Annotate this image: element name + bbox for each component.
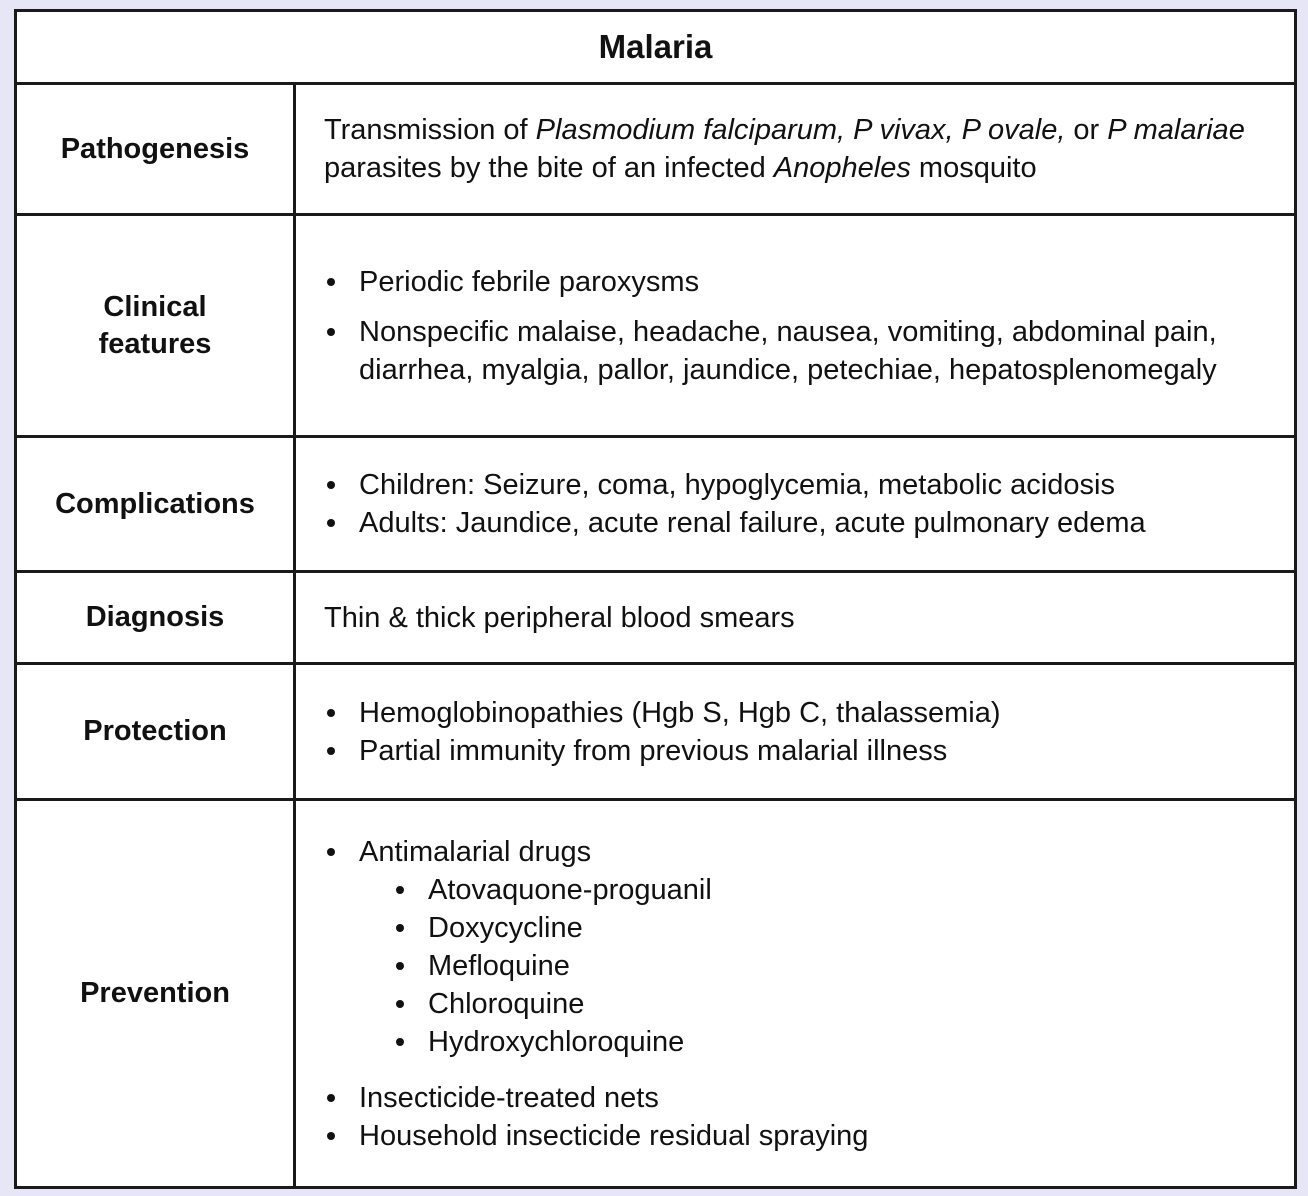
list-item: Adults: Jaundice, acute renal failure, acute pulmonary edema [324, 504, 1278, 542]
row-complications [17, 438, 1294, 573]
drug-item: Hydroxychloroquine [324, 1023, 1278, 1061]
list-item: Periodic febrile paroxysms [324, 263, 1278, 301]
list-item: Children: Seizure, coma, hypoglycemia, metabolic acidosis [324, 466, 1278, 504]
label-clinical-line2: features [98, 327, 212, 360]
content-pathogenesis [296, 85, 1294, 213]
complications-list [324, 466, 1278, 542]
pathogenesis-text-part: parasites by the bite of an infected [324, 152, 774, 184]
list-item: Antimalarial drugs [324, 833, 1278, 871]
list-item: Hemoglobinopathies (Hgb S, Hgb C, thalassemia) [324, 694, 1278, 732]
pathogenesis-species: Plasmodium falciparum, P vivax, P ovale, [535, 114, 1066, 146]
drug-item: Atovaquone-proguanil [324, 871, 1278, 909]
list-item: Household insecticide residual spraying [324, 1117, 1278, 1155]
pathogenesis-vector: Anopheles [773, 152, 911, 184]
list-item: Insecticide-treated nets [324, 1079, 1278, 1117]
pathogenesis-species: P malariae [1107, 114, 1245, 146]
pathogenesis-text [324, 111, 1278, 187]
label-protection: Protection [17, 665, 296, 798]
pathogenesis-text-part: mosquito [910, 152, 1037, 184]
list-item: Nonspecific malaise, headache, nausea, vomiting, abdominal pain, diarrhea, myalgia, pallor, jaundice, petechiae, hepatosplenomegaly [324, 313, 1278, 389]
drug-item: Mefloquine [324, 947, 1278, 985]
table-title: Malaria [17, 12, 1294, 85]
pathogenesis-text-part: or [1065, 114, 1108, 146]
label-pathogenesis: Pathogenesis [17, 85, 296, 213]
label-clinical-features [17, 216, 296, 435]
row-prevention [17, 801, 1294, 1186]
drug-item: Doxycycline [324, 909, 1278, 947]
row-clinical-features [17, 216, 1294, 438]
content-clinical-features [296, 216, 1294, 435]
drug-item: Chloroquine [324, 985, 1278, 1023]
list-item: Partial immunity from previous malarial illness [324, 732, 1278, 770]
content-diagnosis [296, 573, 1294, 662]
label-clinical-line1: Clinical [103, 290, 207, 323]
clinical-list [324, 263, 1278, 389]
malaria-table [14, 9, 1297, 1189]
label-complications: Complications [17, 438, 296, 570]
row-protection [17, 665, 1294, 801]
row-pathogenesis [17, 85, 1294, 216]
content-complications [296, 438, 1294, 570]
row-diagnosis [17, 573, 1294, 665]
pathogenesis-text-part: Transmission of [324, 114, 536, 146]
content-prevention [296, 801, 1294, 1186]
label-prevention: Prevention [17, 801, 296, 1186]
content-protection [296, 665, 1294, 798]
prevention-list [324, 833, 1278, 1155]
diagnosis-text: Thin & thick peripheral blood smears [324, 601, 795, 634]
protection-list [324, 694, 1278, 770]
label-diagnosis: Diagnosis [17, 573, 296, 662]
